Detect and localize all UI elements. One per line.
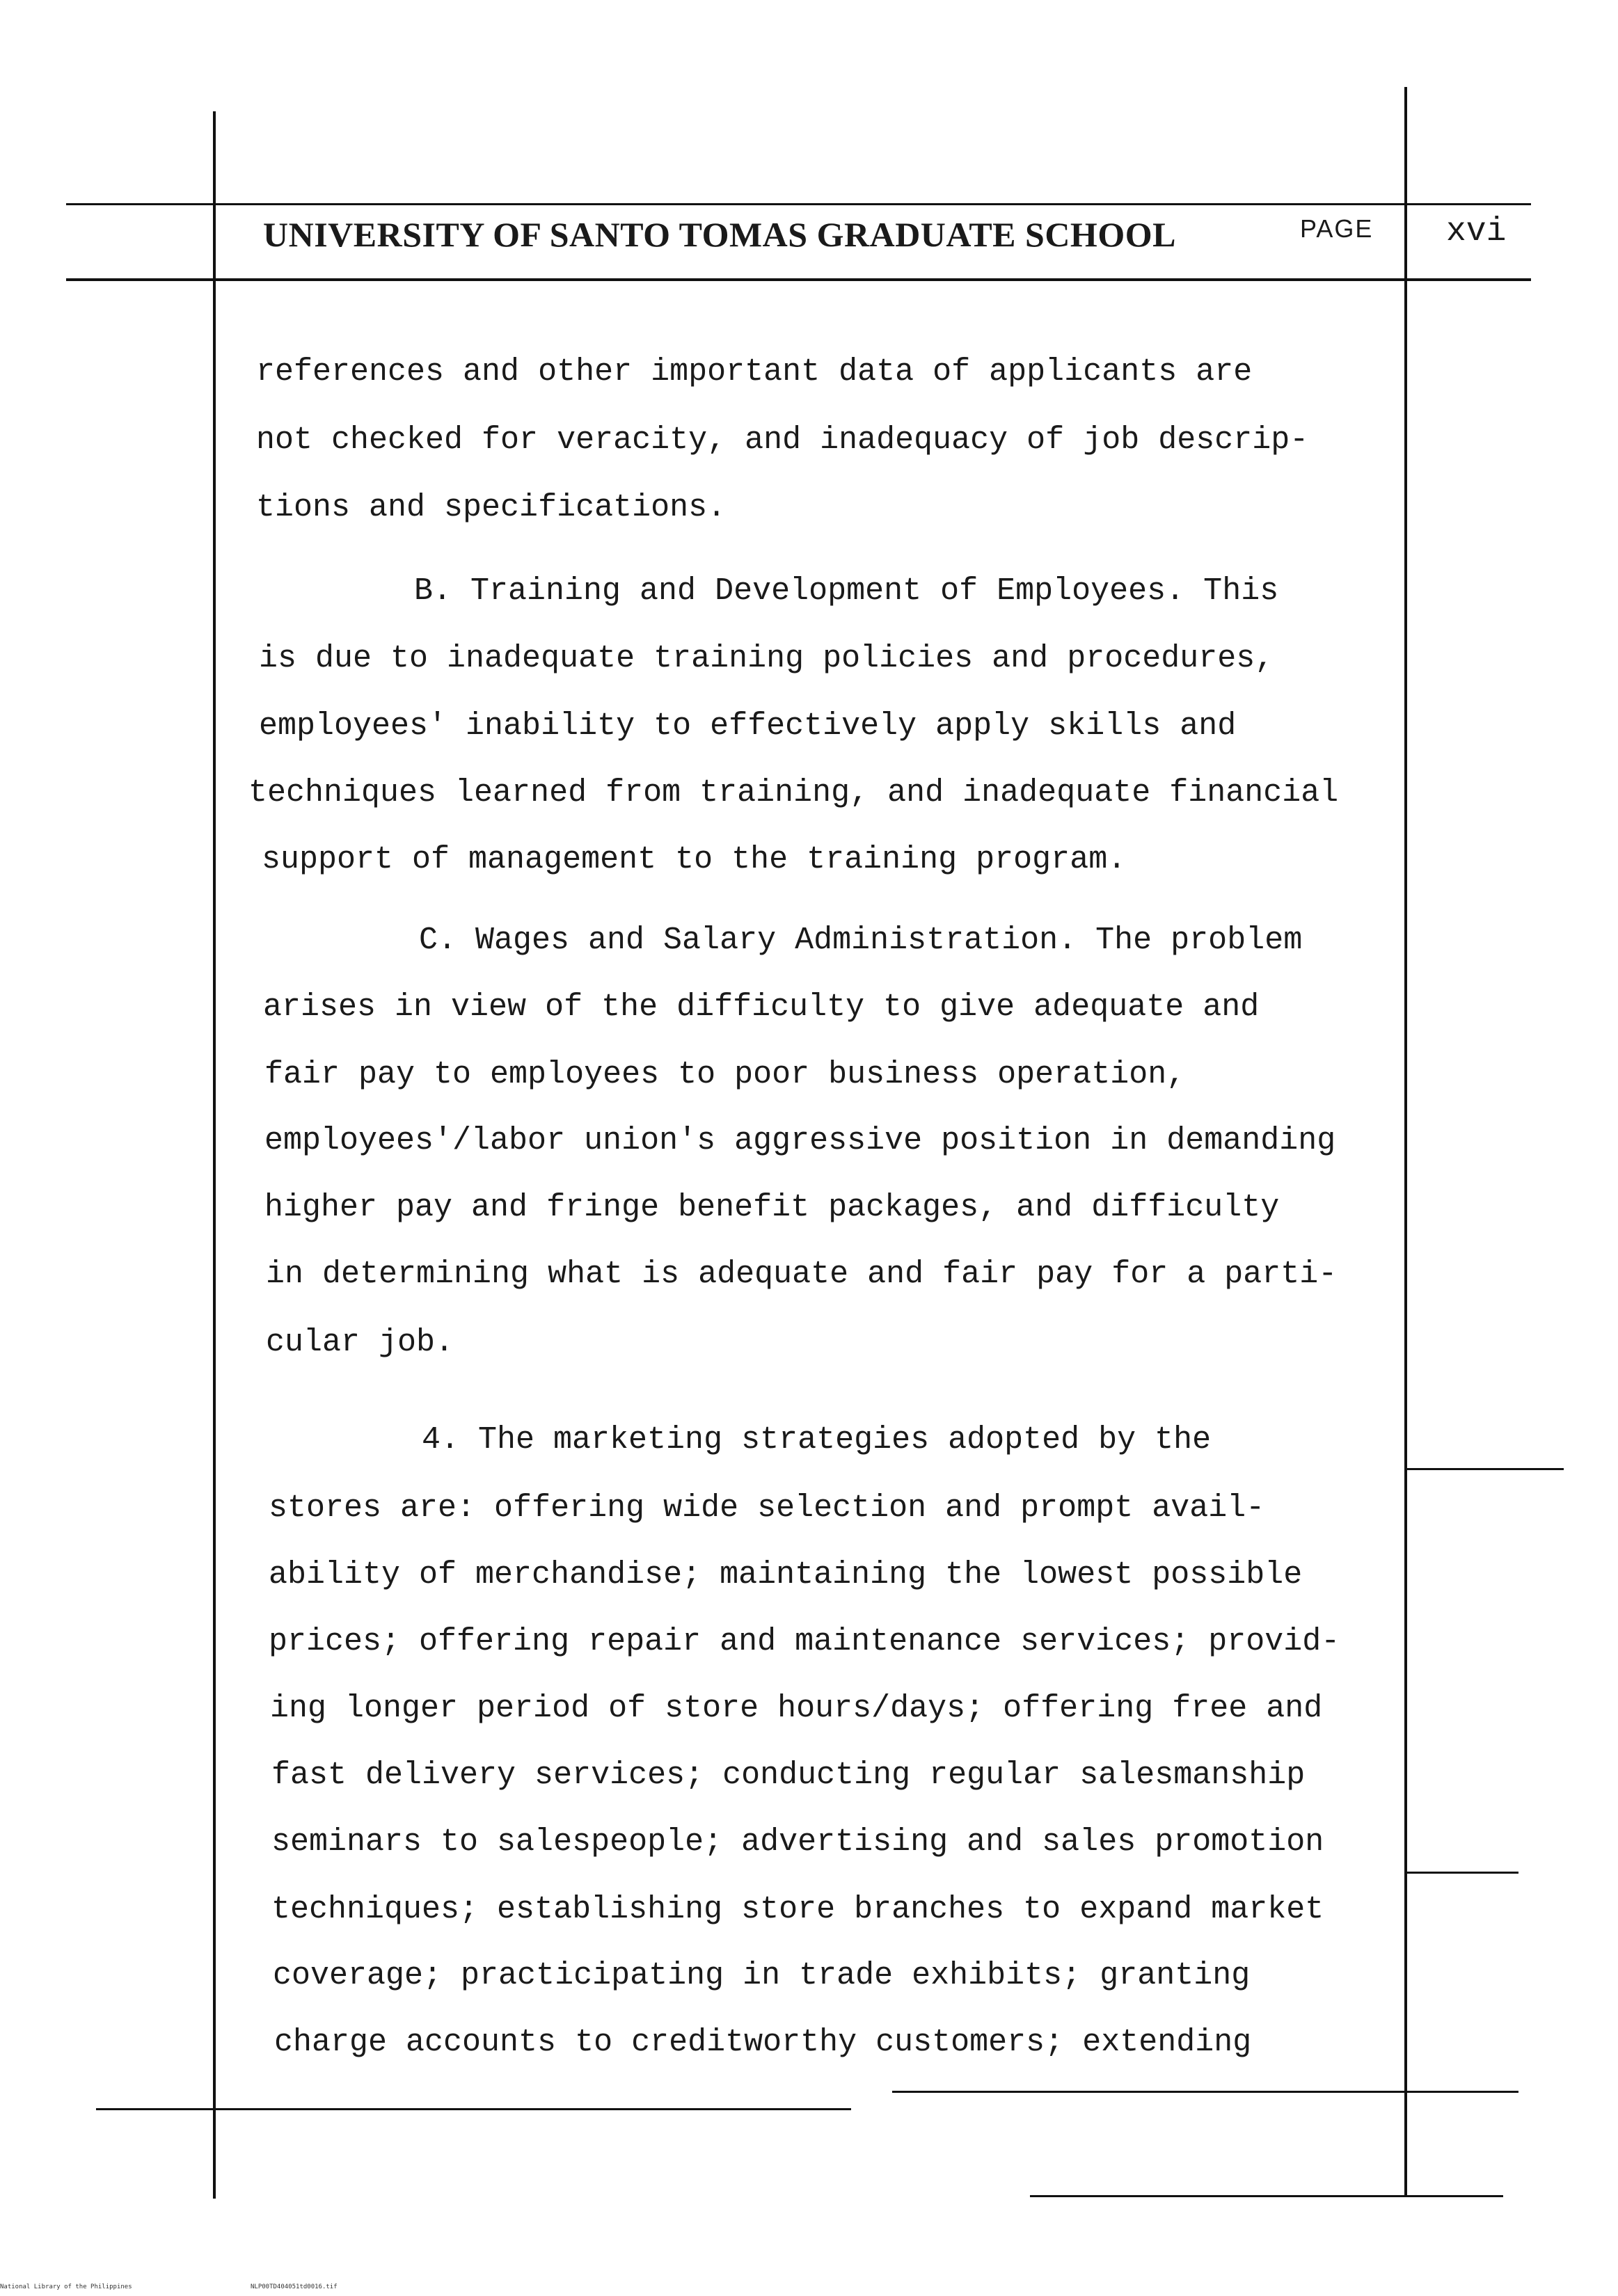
text-line: B. Training and Development of Employees. This (414, 573, 1279, 609)
margin-tick-rule (1407, 1468, 1564, 1470)
text-line: not checked for veracity, and inadequacy of job descrip- (256, 422, 1309, 458)
text-line: fair pay to employees to poor business operation, (264, 1057, 1186, 1092)
text-line: charge accounts to creditworthy customers; extending (274, 2025, 1252, 2060)
header-bottom-rule (66, 278, 1531, 281)
text-line: fast delivery services; conducting regular salesmanship (271, 1757, 1306, 1793)
page-header-title: UNIVERSITY OF SANTO TOMAS GRADUATE SCHOOL (263, 215, 1176, 254)
footer-bottom-rule (1030, 2195, 1503, 2197)
page-label: PAGE (1300, 214, 1374, 243)
footer-file-id: NLP00TD404051td0016.tif (251, 2283, 338, 2290)
text-line: 4. The marketing strategies adopted by the (422, 1422, 1212, 1458)
text-line: prices; offering repair and maintenance services; provid- (269, 1624, 1340, 1659)
text-line: seminars to salespeople; advertising and sales promotion (271, 1824, 1324, 1860)
frame-right-vertical-rule (1404, 87, 1407, 2195)
text-line: support of management to the training program. (262, 842, 1127, 877)
header-page-box-left-rule (1404, 188, 1407, 278)
text-line: C. Wages and Salary Administration. The problem (419, 923, 1303, 958)
text-line: ability of merchandise; maintaining the lowest possible (269, 1557, 1303, 1593)
text-line: ing longer period of store hours/days; offering free and (270, 1691, 1323, 1726)
text-line: cular job. (266, 1325, 454, 1360)
text-line: techniques; establishing store branches to expand market (271, 1892, 1324, 1927)
text-line: techniques learned from training, and inadequate financial (248, 775, 1339, 811)
text-line: stores are: offering wide selection and prompt avail- (269, 1490, 1265, 1526)
header-top-rule (66, 203, 1531, 205)
text-line: employees' inability to effectively apply skills and (259, 708, 1237, 744)
text-line: employees'/labor union's aggressive position in demanding (264, 1123, 1336, 1158)
footer-rule-right (892, 2091, 1518, 2093)
margin-tick-rule (1407, 1872, 1518, 1874)
text-line: in determining what is adequate and fair pay for a parti- (266, 1257, 1338, 1292)
text-line: coverage; practicipating in trade exhibits; granting (273, 1958, 1251, 1993)
text-line: tions and specifications. (256, 490, 727, 525)
page-number: xvi (1446, 213, 1507, 250)
footer-rule-left (96, 2108, 851, 2110)
text-line: higher pay and fringe benefit packages, and difficulty (264, 1190, 1280, 1225)
frame-left-vertical-rule (213, 111, 216, 2199)
footer-library-label: National Library of the Philippines (0, 2283, 132, 2290)
text-line: arises in view of the difficulty to give adequate and (263, 989, 1260, 1025)
text-line: references and other important data of applicants are (256, 354, 1253, 390)
text-line: is due to inadequate training policies and procedures, (259, 641, 1274, 676)
